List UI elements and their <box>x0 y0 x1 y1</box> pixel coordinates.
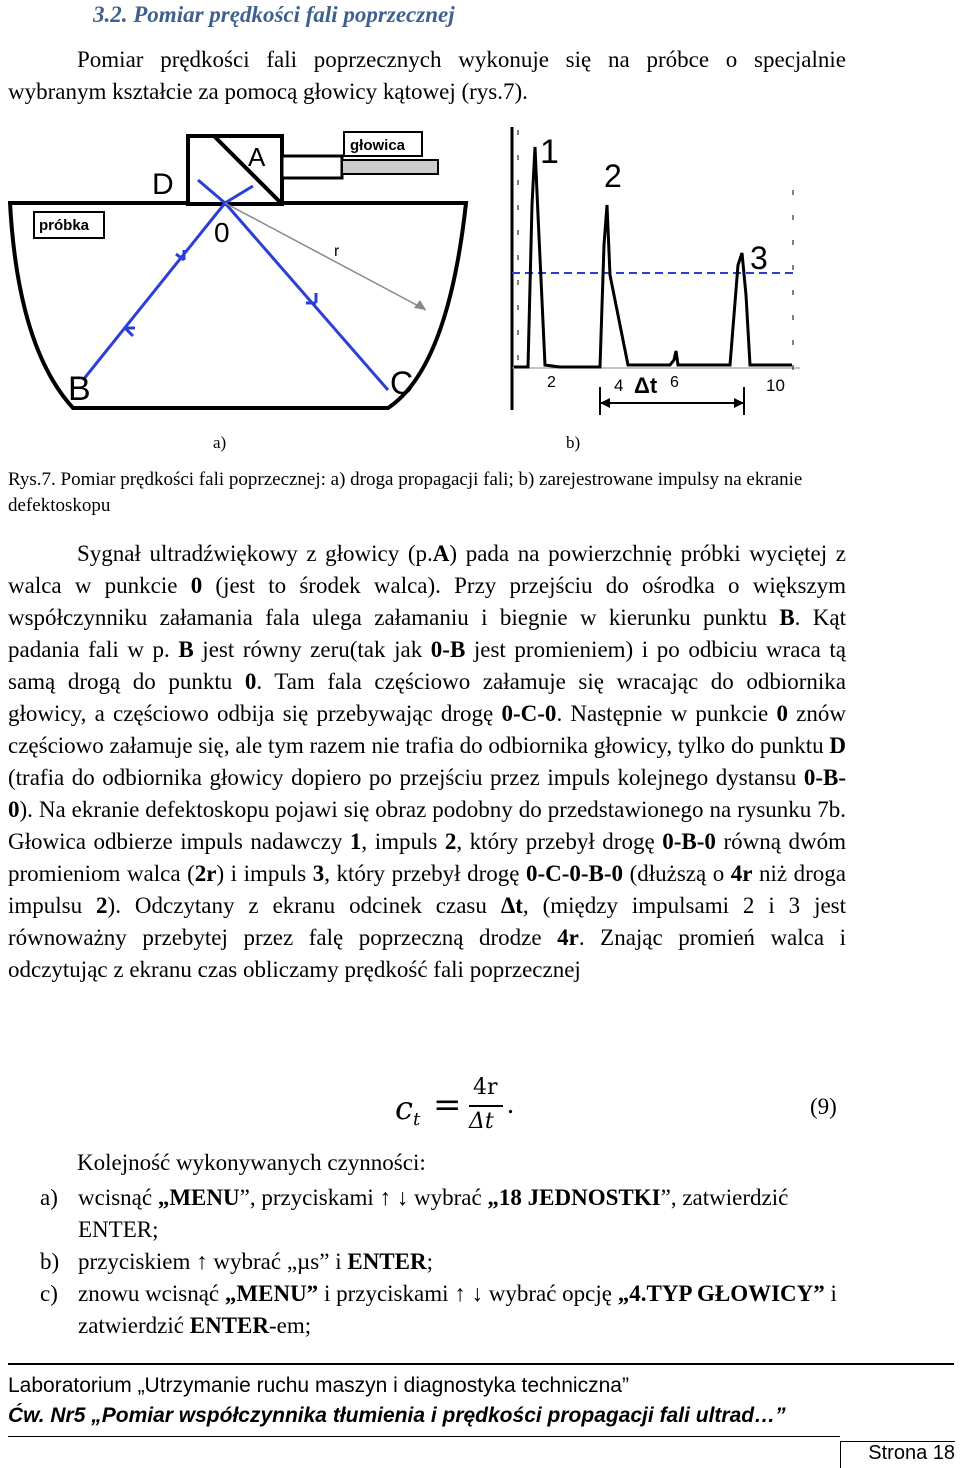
label-d: D <box>152 168 174 201</box>
tick-10: 10 <box>766 376 785 395</box>
figure-b-sublabel: b) <box>566 433 581 452</box>
label-r: r <box>334 243 340 260</box>
peak-3: 3 <box>750 240 768 276</box>
intro-paragraph: Pomiar prędkości fali poprzecznych wykonuje się na próbce o specjalnie wybranym kształcie za pomocą głowicy kątowej (rys.7). <box>8 47 846 104</box>
figure-b <box>500 125 800 420</box>
steps-list <box>40 1182 840 1342</box>
tick-6: 6 <box>670 374 679 391</box>
section-heading: 3.2. Pomiar prędkości fali poprzecznej <box>93 2 455 27</box>
list-item: b) przyciskiem ↑ wybrać „µs” i ENTER; <box>40 1249 433 1274</box>
footer-divider <box>8 1363 954 1365</box>
label-b: B <box>68 370 91 408</box>
formula-number: (9) <box>810 1094 837 1119</box>
list-item: a) wcisnąć „MENU”, przyciskami ↑ ↓ wybrać „18 JEDNOSTKI”, zatwierdzić ENTER; <box>40 1185 789 1242</box>
figure-a <box>8 128 470 418</box>
footer-lab-title: Laboratorium „Utrzymanie ruchu maszyn i diagnostyka techniczna” <box>8 1374 629 1397</box>
label-probka: próbka <box>39 217 90 234</box>
page-number: Strona 18 <box>840 1441 955 1468</box>
peak-2: 2 <box>604 158 622 194</box>
footer-exercise-title: Ćw. Nr5 „Pomiar współczynnika tłumienia i prędkości propagacji fali ultrad…” <box>8 1404 786 1427</box>
tick-4: 4 <box>614 376 624 395</box>
label-glowica: głowica <box>350 137 406 154</box>
formula: c t = 4r Δt . <box>395 1075 514 1134</box>
list-item: c) znowu wcisnąć „MENU” i przyciskami ↑ ↓ wybrać opcję „4.TYP GŁOWICY” i zatwierdzić ENTER-em; <box>40 1281 837 1338</box>
figure-a-sublabel: a) <box>213 433 227 452</box>
label-c: C <box>390 365 414 401</box>
label-0: 0 <box>214 217 230 248</box>
tick-2: 2 <box>547 374 556 391</box>
label-a: A <box>248 142 266 172</box>
peak-1: 1 <box>540 133 559 171</box>
footer-divider-2 <box>8 1436 840 1437</box>
delta-t-label: Δt <box>634 373 658 398</box>
body-paragraph: Sygnał ultradźwiękowy z głowicy (p.A) pada na powierzchnię próbki wyciętej z walca w punkcie 0 (jest to środek walca). Przy przejściu do ośrodka o większym współczynniku załamania fala ulega załamaniu i biegnie w kierunku punktu B. Kąt padania fali w p. B jest równy zeru(tak jak 0-B jest promieniem) i po odbiciu wraca tą samą drogą do punktu 0. Tam fala częściowo załamuje się wracając do odbiornika głowicy, a częściowo odbija się przebywając drogę 0-C-0. Następnie w punkcie 0 znów częściowo załamuje się, ale tym razem nie trafia do odbiornika głowicy, tylko do punktu D (trafia do odbiornika głowicy dopiero po przejściu przez impuls kolejnego dystansu 0-B-0). Na ekranie defektoskopu pojawi się obraz podobny do przedstawionego na rysunku 7b. Głowica odbierze impuls nadawczy 1, impuls 2, który przebył drogę 0-B-0 równą dwóm promieniom walca (2r) i impuls 3, który przebył drogę 0-C-0-B-0 (dłuższą o 4r niż droga impulsu 2). Odczytany z ekranu odcinek czasu Δt, (między impulsami 2 i 3 jest równoważny przebytej przez falę poprzeczną drodze 4r. Znając promień walca i odczytując z ekranu czas obliczamy prędkość fali poprzecznej <box>8 541 847 982</box>
list-intro: Kolejność wykonywanych czynności: <box>77 1150 426 1175</box>
figure-caption: Rys.7. Pomiar prędkości fali poprzecznej: a) droga propagacji fali; b) zarejestrowane impulsy na ekranie defektoskopu <box>8 469 803 516</box>
